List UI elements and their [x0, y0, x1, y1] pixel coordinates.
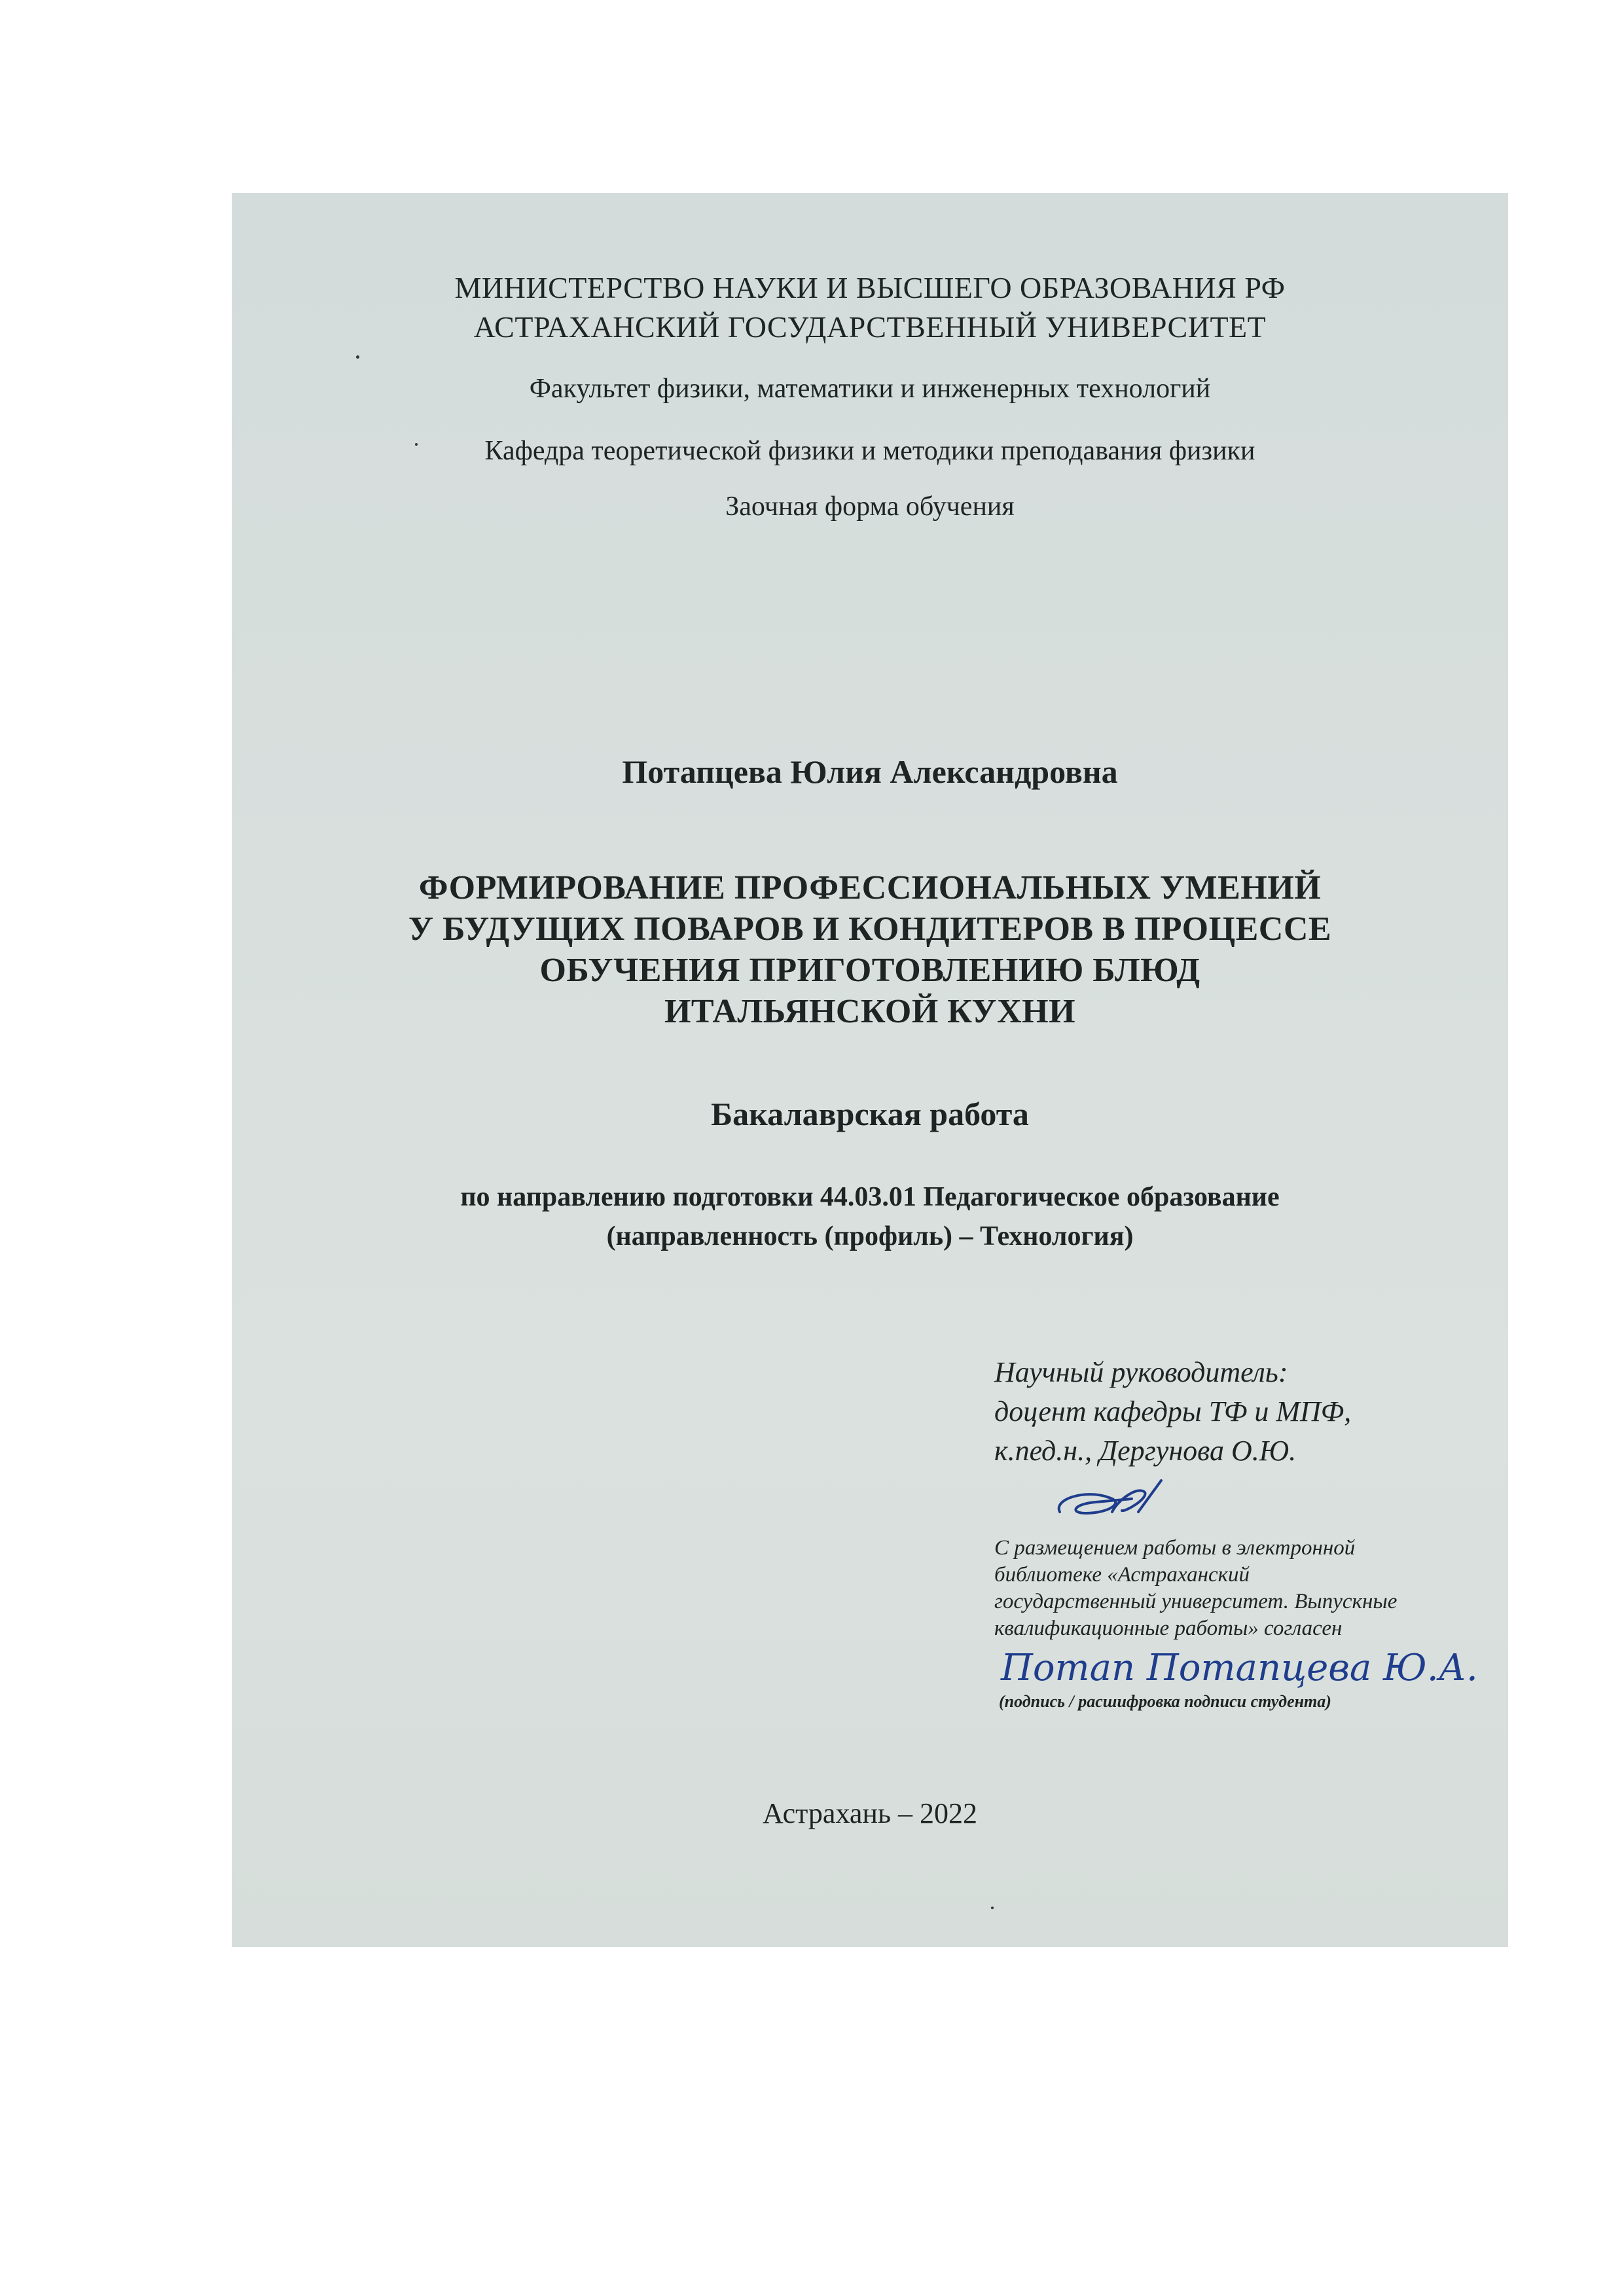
scanned-title-page [232, 193, 1508, 1947]
thesis-title-line: ФОРМИРОВАНИЕ ПРОФЕССИОНАЛЬНЫХ УМЕНИЙ [418, 869, 1322, 906]
student-signature-text: Потап Потапцева Ю.А. [1001, 1647, 1478, 1689]
study-direction-line: (направленность (профиль) – Технология) [606, 1221, 1134, 1251]
scan-speck [991, 1907, 994, 1909]
study-direction-line: по направлению подготовки 44.03.01 Педагогическое образование [460, 1182, 1280, 1212]
scan-speck [356, 355, 359, 359]
university-heading: АСТРАХАНСКИЙ ГОСУДАРСТВЕННЫЙ УНИВЕРСИТЕТ [473, 310, 1267, 344]
student-signature-icon [994, 1640, 1478, 1695]
supervisor-line: к.пед.н., Дергунова О.Ю. [994, 1435, 1297, 1467]
faculty-name: Факультет физики, математики и инженерных технологий [529, 374, 1211, 404]
city-year: Астрахань – 2022 [762, 1797, 978, 1829]
consent-line: С размещением работы в электронной [994, 1536, 1356, 1560]
study-form: Заочная форма обучения [725, 492, 1015, 522]
supervisor-signature-icon [1047, 1473, 1171, 1535]
consent-line: квалификационные работы» согласен [994, 1617, 1343, 1640]
department-name: Кафедра теоретической физики и методики преподавания физики [484, 436, 1255, 466]
supervisor-line: доцент кафедры ТФ и МПФ, [994, 1395, 1352, 1427]
supervisor-line: Научный руководитель: [994, 1356, 1288, 1388]
thesis-title-line: ОБУЧЕНИЯ ПРИГОТОВЛЕНИЮ БЛЮД [539, 952, 1200, 989]
signature-caption: (подпись / расшифровка подписи студента) [999, 1692, 1331, 1711]
thesis-title-line: У БУДУЩИХ ПОВАРОВ И КОНДИТЕРОВ В ПРОЦЕССЕ [408, 910, 1332, 948]
consent-line: государственный университет. Выпускные [994, 1590, 1398, 1613]
work-type: Бакалаврская работа [711, 1096, 1029, 1132]
author-name: Потапцева Юлия Александровна [622, 753, 1118, 790]
thesis-title-line: ИТАЛЬЯНСКОЙ КУХНИ [664, 993, 1076, 1030]
consent-line: библиотеке «Астраханский [994, 1563, 1250, 1587]
scan-speck [415, 443, 418, 446]
ministry-heading: МИНИСТЕРСТВО НАУКИ И ВЫСШЕГО ОБРАЗОВАНИЯ РФ [454, 271, 1286, 304]
